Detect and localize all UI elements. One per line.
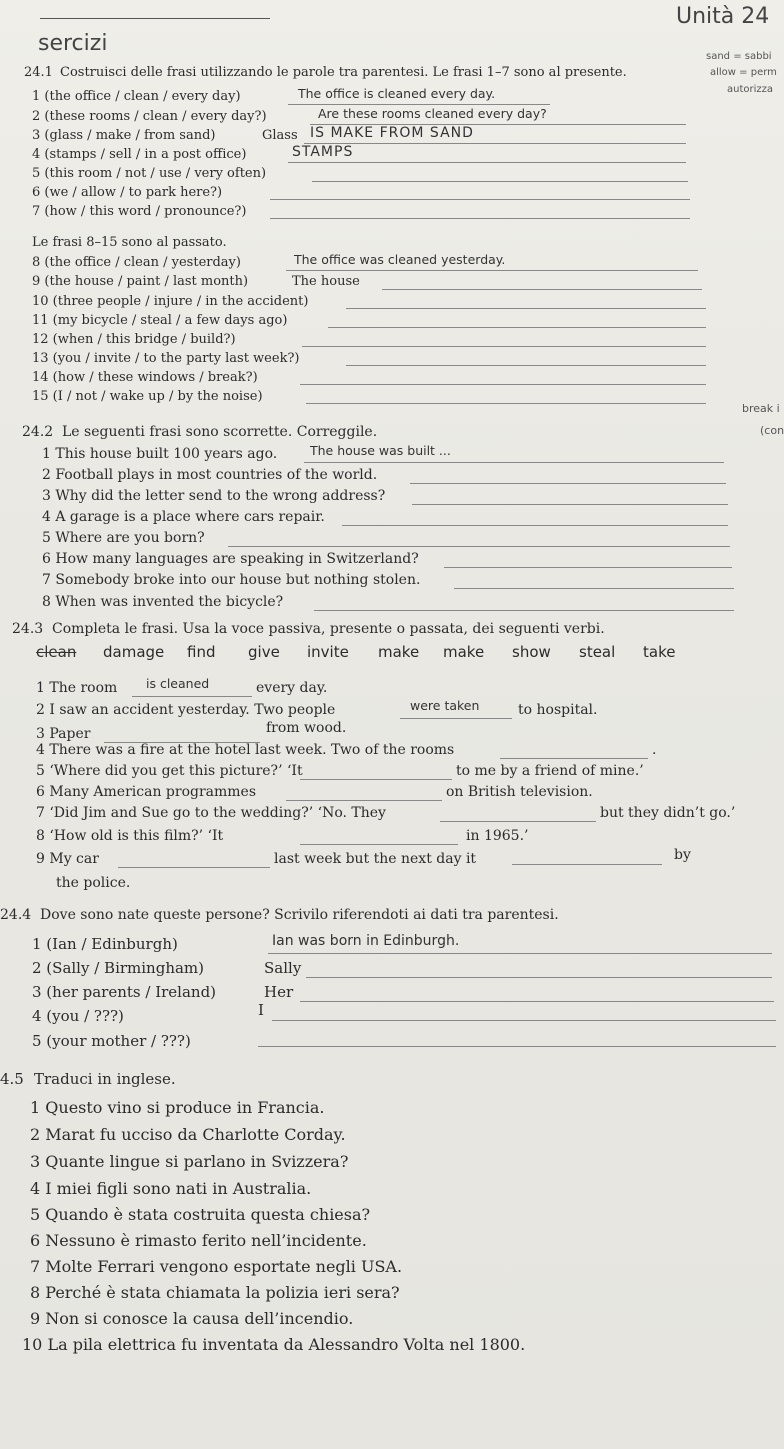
exercise-number: 24.1 xyxy=(24,65,53,80)
exercise-item: 15 (I / not / wake up / by the noise) xyxy=(32,389,263,404)
handwritten-answer: Ian was born in Edinburgh. xyxy=(272,933,460,949)
answer-line xyxy=(500,758,648,759)
side-note: autorizza xyxy=(727,84,774,95)
answer-line xyxy=(454,588,734,589)
handwritten-answer: The office is cleaned every day. xyxy=(298,86,496,101)
answer-line xyxy=(288,162,686,163)
handwritten-answer: Are these rooms cleaned every day? xyxy=(318,106,547,121)
answer-line xyxy=(300,384,706,385)
handwritten-answer: The house was built ... xyxy=(310,443,451,458)
exercise-item: 4 A garage is a place where cars repair. xyxy=(42,509,325,525)
sentence-part: 6 Many American programmes xyxy=(36,784,257,800)
handwritten-answer: is cleaned xyxy=(146,676,210,691)
exercise-item: 7 Somebody broke into our house but nothing stolen. xyxy=(42,572,421,588)
exercise-item: 8 (the office / clean / yesterday) xyxy=(32,255,241,270)
exercise-item: 6 (we / allow / to park here?) xyxy=(32,185,223,200)
section-title: sercizi xyxy=(38,31,108,56)
answer-line xyxy=(400,718,512,719)
sentence-part: 1 The room xyxy=(36,680,118,696)
answer-line xyxy=(302,346,706,347)
exercise-item: 2 Football plays in most countries of the world. xyxy=(42,467,378,483)
exercise-number: 4.5 xyxy=(0,1070,24,1088)
verb-option: give xyxy=(248,643,280,661)
exercise-number: 24.3 xyxy=(12,621,44,637)
answer-start: The house xyxy=(292,274,360,289)
answer-line xyxy=(288,104,550,105)
past-intro: Le frasi 8–15 sono al passato. xyxy=(32,235,227,250)
sentence-part: last week but the next day it xyxy=(274,851,477,867)
exercise-item: 8 When was invented the bicycle? xyxy=(42,594,284,610)
answer-line xyxy=(346,308,706,309)
translation-item: 9 Non si conosce la causa dell’incendio. xyxy=(30,1309,354,1328)
answer-start: Her xyxy=(264,983,294,1001)
side-note: (con xyxy=(760,424,784,437)
exercise-instruction: Dove sono nate queste persone? Scrivilo riferendoti ai dati tra parentesi. xyxy=(40,907,559,923)
sentence-part: 3 Paper xyxy=(36,726,91,742)
sentence-part: by xyxy=(674,847,691,863)
exercise-item: 2 (Sally / Birmingham) xyxy=(32,959,204,977)
sentence-part: in 1965.’ xyxy=(466,828,529,844)
answer-line xyxy=(410,483,726,484)
sentence-part: 8 ‘How old is this film?’ ‘It xyxy=(36,828,224,844)
exercise-instruction: Traduci in inglese. xyxy=(34,1070,176,1088)
sentence-part: 5 ‘Where did you get this picture?’ ‘It xyxy=(36,763,303,779)
exercise-item: 7 (how / this word / pronounce?) xyxy=(32,204,247,219)
answer-line xyxy=(228,546,730,547)
answer-line xyxy=(304,462,724,463)
verb-option: find xyxy=(187,643,216,661)
answer-line xyxy=(268,953,772,954)
answer-start: Glass xyxy=(262,128,298,143)
sentence-part: from wood. xyxy=(266,720,347,736)
sentence-part: the police. xyxy=(56,875,131,891)
answer-line xyxy=(300,844,458,845)
answer-line xyxy=(312,181,688,182)
answer-line xyxy=(440,821,596,822)
exercise-item: 5 (this room / not / use / very often) xyxy=(32,166,267,181)
translation-item: 1 Questo vino si produce in Francia. xyxy=(30,1098,325,1117)
exercise-item: 6 How many languages are speaking in Switzerland? xyxy=(42,551,419,567)
answer-line xyxy=(512,864,662,865)
exercise-instruction: Costruisci delle frasi utilizzando le parole tra parentesi. Le frasi 1–7 sono al presente. xyxy=(60,65,627,80)
answer-start: I xyxy=(258,1001,264,1019)
answer-line xyxy=(306,403,706,404)
sentence-part: every day. xyxy=(256,680,328,696)
sentence-part: 7 ‘Did Jim and Sue go to the wedding?’ ‘No. They xyxy=(36,805,386,821)
translation-item: 5 Quando è stata costruita questa chiesa? xyxy=(30,1205,371,1224)
answer-line xyxy=(270,199,690,200)
answer-line xyxy=(346,365,706,366)
exercise-item: 11 (my bicycle / steal / a few days ago) xyxy=(32,313,288,328)
exercise-item: 1 This house built 100 years ago. xyxy=(42,446,278,462)
exercise-item: 4 (you / ???) xyxy=(32,1007,124,1025)
translation-item: 4 I miei figli sono nati in Australia. xyxy=(30,1179,312,1198)
answer-line xyxy=(314,610,734,611)
answer-line xyxy=(300,779,452,780)
translation-item: 6 Nessuno è rimasto ferito nell’incidente. xyxy=(30,1231,367,1250)
answer-line xyxy=(328,327,706,328)
answer-line xyxy=(300,1001,774,1002)
verb-option: make xyxy=(443,643,485,661)
translation-item: 2 Marat fu ucciso da Charlotte Corday. xyxy=(30,1125,346,1144)
verb-option: take xyxy=(643,643,676,661)
side-note: sand = sabbi xyxy=(706,51,772,62)
handwritten-answer: STAMPS xyxy=(292,144,354,160)
verb-option: steal xyxy=(579,643,616,661)
translation-item: 7 Molte Ferrari vengono esportate negli USA. xyxy=(30,1257,403,1276)
exercise-instruction: Completa le frasi. Usa la voce passiva, presente o passata, dei seguenti verbi. xyxy=(52,621,605,637)
answer-line xyxy=(132,696,252,697)
exercise-number: 24.2 xyxy=(22,424,54,440)
handwritten-answer: The office was cleaned yesterday. xyxy=(294,252,506,267)
answer-line xyxy=(272,1020,776,1021)
exercise-number: 24.4 xyxy=(0,907,32,923)
exercise-item: 14 (how / these windows / break?) xyxy=(32,370,258,385)
sentence-part: to hospital. xyxy=(518,702,598,718)
exercise-item: 2 (these rooms / clean / every day?) xyxy=(32,109,267,124)
answer-line xyxy=(118,867,270,868)
answer-line xyxy=(286,270,698,271)
exercise-instruction: Le seguenti frasi sono scorrette. Correggile. xyxy=(62,424,378,440)
handwritten-answer: were taken xyxy=(410,698,480,713)
exercise-item: 3 Why did the letter send to the wrong address? xyxy=(42,488,386,504)
answer-line xyxy=(342,525,728,526)
translation-item: 3 Quante lingue si parlano in Svizzera? xyxy=(30,1152,349,1171)
exercise-item: 5 (your mother / ???) xyxy=(32,1032,191,1050)
exercise-item: 10 (three people / injure / in the accident) xyxy=(32,294,309,309)
side-note: allow = perm xyxy=(710,67,777,78)
translation-item: 10 La pila elettrica fu inventata da Alessandro Volta nel 1800. xyxy=(22,1335,526,1354)
sentence-part: 2 I saw an accident yesterday. Two people xyxy=(36,702,336,718)
answer-line xyxy=(270,218,690,219)
answer-line xyxy=(286,800,442,801)
side-note: break i xyxy=(742,402,780,415)
exercise-item: 4 (stamps / sell / in a post office) xyxy=(32,147,247,162)
answer-line xyxy=(382,289,702,290)
sentence-part: on British television. xyxy=(446,784,593,800)
exercise-item: 13 (you / invite / to the party last week?) xyxy=(32,351,300,366)
answer-start: Sally xyxy=(264,959,302,977)
exercise-item: 12 (when / this bridge / build?) xyxy=(32,332,236,347)
answer-line xyxy=(306,977,772,978)
translation-item: 8 Perché è stata chiamata la polizia ieri sera? xyxy=(30,1283,400,1302)
exercise-item: 3 (her parents / Ireland) xyxy=(32,983,217,1001)
sentence-part: to me by a friend of mine.’ xyxy=(456,763,644,779)
answer-line xyxy=(258,1046,776,1047)
verb-option: clean xyxy=(36,643,77,661)
sentence-part: 4 There was a fire at the hotel last week. Two of the rooms xyxy=(36,742,455,758)
header-rule xyxy=(40,18,270,19)
verb-option: make xyxy=(378,643,420,661)
answer-line xyxy=(412,504,728,505)
verb-option: invite xyxy=(307,643,349,661)
exercise-item: 9 (the house / paint / last month) xyxy=(32,274,249,289)
verb-option: damage xyxy=(103,643,165,661)
exercise-item: 3 (glass / make / from sand) xyxy=(32,128,216,143)
exercise-item: 1 (Ian / Edinburgh) xyxy=(32,935,178,953)
handwritten-answer: IS MAKE FROM SAND xyxy=(310,125,474,141)
exercise-item: 5 Where are you born? xyxy=(42,530,205,546)
sentence-part: but they didn’t go.’ xyxy=(600,805,736,821)
unit-title: Unità 24 xyxy=(676,4,770,29)
sentence-part: . xyxy=(652,742,657,758)
exercise-item: 1 (the office / clean / every day) xyxy=(32,89,241,104)
answer-line xyxy=(444,567,732,568)
sentence-part: 9 My car xyxy=(36,851,99,867)
answer-line xyxy=(304,143,686,144)
verb-option: show xyxy=(512,643,551,661)
